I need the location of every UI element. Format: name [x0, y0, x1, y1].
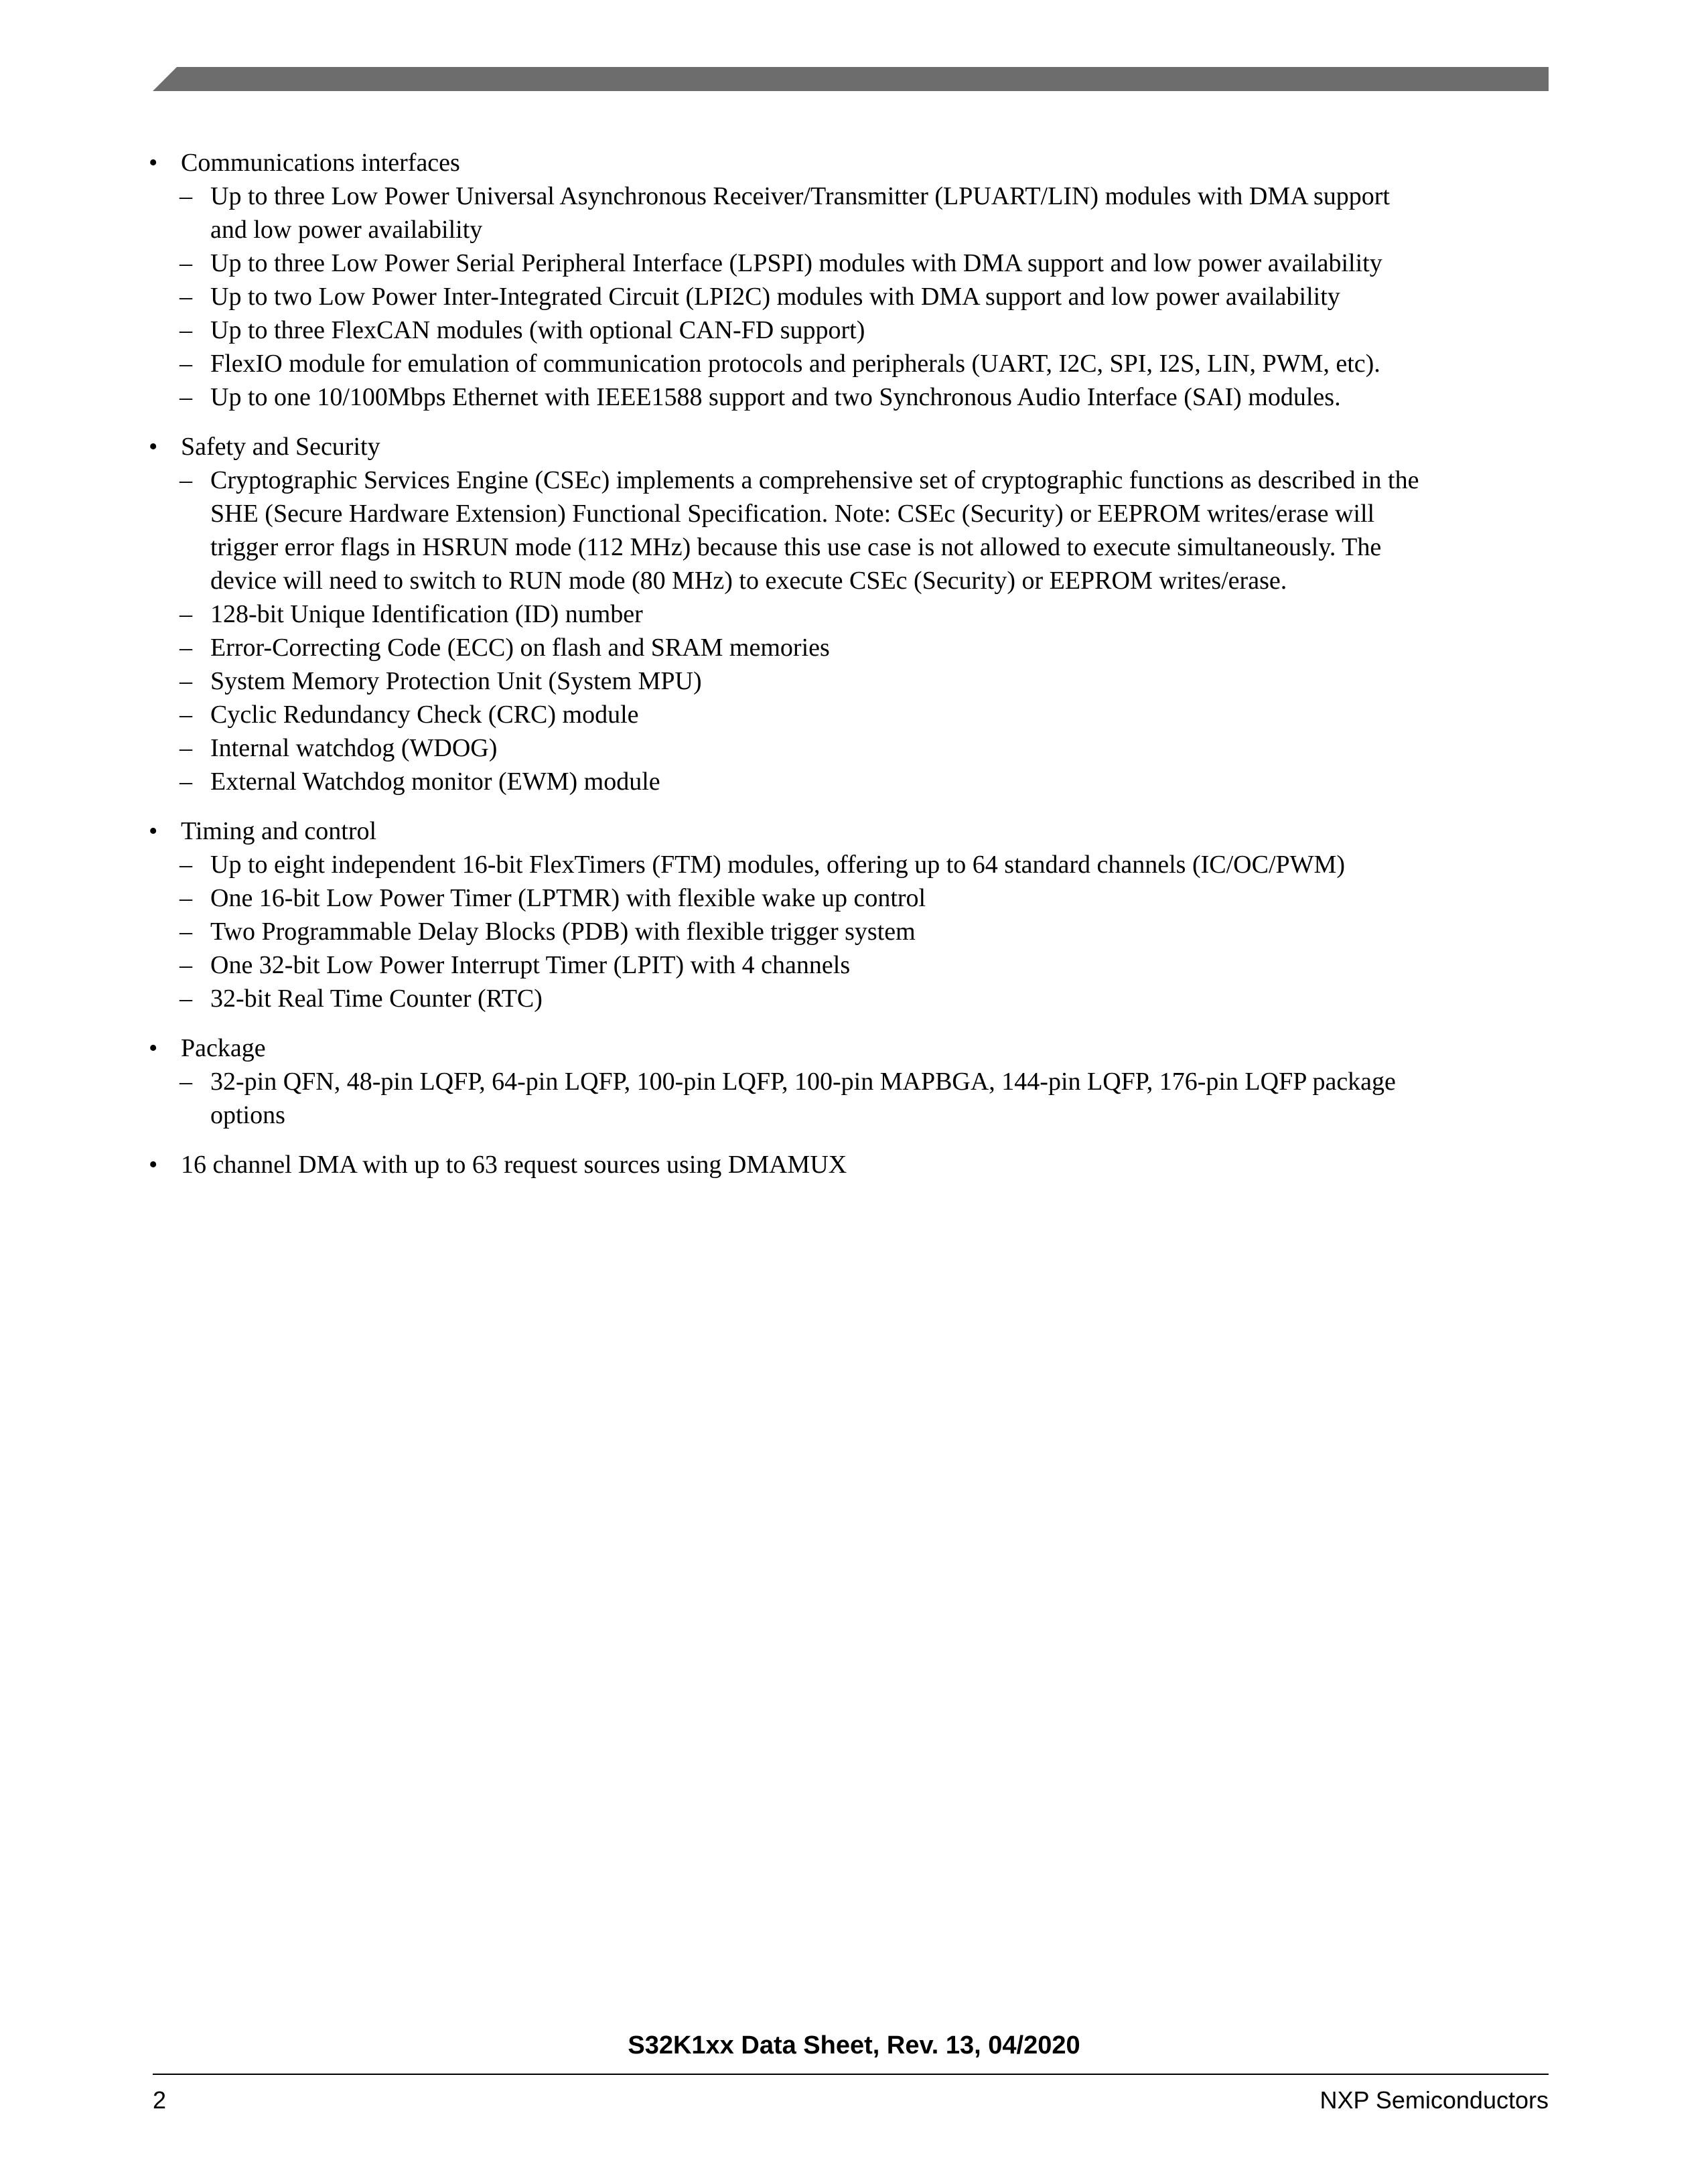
section-heading: [149, 1148, 1569, 1181]
dash-marker: –: [180, 985, 192, 1013]
list-item-continuation: [149, 530, 1569, 564]
company-name: NXP Semiconductors: [1320, 2086, 1549, 2114]
list-item-text: trigger error flags in HSRUN mode (112 MHz) because this use case is not allowed to execute simultaneously. The: [210, 533, 1382, 561]
section-heading: [149, 430, 1569, 463]
dash-marker: –: [180, 600, 192, 628]
list-item: [149, 1065, 1569, 1098]
dash-marker: –: [180, 249, 192, 277]
list-item-text: Cyclic Redundancy Check (CRC) module: [210, 701, 639, 729]
list-item: [149, 698, 1569, 731]
list-item-text: System Memory Protection Unit (System MPU): [210, 667, 702, 695]
list-item-text: 32-pin QFN, 48-pin LQFP, 64-pin LQFP, 100-pin LQFP, 100-pin MAPBGA, 144-pin LQFP, 176-pin LQFP package: [210, 1068, 1396, 1096]
footer-rule: [153, 2074, 1549, 2075]
list-item-text: FlexIO module for emulation of communication protocols and peripherals (UART, I2C, SPI, I2S, LIN, PWM, etc).: [210, 350, 1380, 378]
list-item: [149, 915, 1569, 948]
list-item-text: Up to three Low Power Universal Asynchronous Receiver/Transmitter (LPUART/LIN) modules with DMA support: [210, 182, 1390, 210]
list-item: [149, 597, 1569, 631]
bullet-marker: •: [149, 1151, 158, 1179]
dash-marker: –: [180, 918, 192, 946]
list-item: [149, 380, 1569, 414]
dash-marker: –: [180, 316, 192, 344]
list-item-continuation: [149, 564, 1569, 597]
header-bar: [153, 67, 1549, 91]
list-item-text: options: [210, 1101, 285, 1129]
list-item: [149, 731, 1569, 765]
list-item-text: Up to three FlexCAN modules (with optional CAN-FD support): [210, 316, 865, 344]
dash-marker: –: [180, 383, 192, 411]
document-body: [149, 146, 1569, 1198]
dash-marker: –: [180, 701, 192, 729]
list-item: [149, 280, 1569, 313]
section: [149, 1148, 1569, 1181]
dash-marker: –: [180, 667, 192, 695]
list-item-text: and low power availability: [210, 216, 483, 244]
section-heading-text: Communications interfaces: [181, 149, 460, 177]
list-item-text: SHE (Secure Hardware Extension) Functional Specification. Note: CSEc (Security) or EEPROM writes/erase will: [210, 500, 1375, 528]
dash-marker: –: [180, 182, 192, 210]
list-item: [149, 179, 1569, 213]
section-heading-text: Timing and control: [181, 817, 377, 845]
list-item: [149, 463, 1569, 497]
list-item-text: Up to one 10/100Mbps Ethernet with IEEE1588 support and two Synchronous Audio Interface (SAI) modules.: [210, 383, 1341, 411]
list-item-continuation: [149, 213, 1569, 246]
list-item-text: Internal watchdog (WDOG): [210, 734, 498, 762]
list-item: [149, 664, 1569, 698]
list-item: [149, 313, 1569, 347]
list-item-text: Error-Correcting Code (ECC) on flash and SRAM memories: [210, 634, 830, 662]
section-heading-text: 16 channel DMA with up to 63 request sources using DMAMUX: [181, 1151, 847, 1179]
list-item-text: External Watchdog monitor (EWM) module: [210, 768, 660, 796]
list-item-continuation: [149, 1098, 1569, 1132]
list-item-text: One 16-bit Low Power Timer (LPTMR) with flexible wake up control: [210, 884, 926, 912]
bullet-marker: •: [149, 149, 158, 177]
section-heading: [149, 1031, 1569, 1065]
list-item-text: Up to two Low Power Inter-Integrated Circuit (LPI2C) modules with DMA support and low power availability: [210, 283, 1340, 311]
dash-marker: –: [180, 350, 192, 378]
dash-marker: –: [180, 851, 192, 879]
list-item: [149, 765, 1569, 798]
section-heading: [149, 814, 1569, 848]
list-item-text: Up to three Low Power Serial Peripheral Interface (LPSPI) modules with DMA support and low power availability: [210, 249, 1382, 277]
dash-marker: –: [180, 634, 192, 662]
dash-marker: –: [180, 1068, 192, 1096]
dash-marker: –: [180, 884, 192, 912]
list-item-text: 32-bit Real Time Counter (RTC): [210, 985, 543, 1013]
list-item-continuation: [149, 497, 1569, 530]
dash-marker: –: [180, 283, 192, 311]
list-item: [149, 948, 1569, 982]
section: [149, 430, 1569, 798]
dash-marker: –: [180, 768, 192, 796]
list-item: [149, 246, 1569, 280]
list-item: [149, 881, 1569, 915]
list-item: [149, 347, 1569, 380]
bullet-marker: •: [149, 433, 158, 461]
dash-marker: –: [180, 734, 192, 762]
bullet-marker: •: [149, 817, 158, 845]
section-heading-text: Package: [181, 1034, 266, 1062]
list-item-text: 128-bit Unique Identification (ID) number: [210, 600, 643, 628]
section-heading: [149, 146, 1569, 179]
list-item-text: Two Programmable Delay Blocks (PDB) with flexible trigger system: [210, 918, 916, 946]
list-item-text: Cryptographic Services Engine (CSEc) implements a comprehensive set of cryptographic functions as described in the: [210, 466, 1419, 494]
list-item: [149, 982, 1569, 1015]
section: [149, 1031, 1569, 1132]
list-item-text: One 32-bit Low Power Interrupt Timer (LPIT) with 4 channels: [210, 951, 851, 979]
page-number: 2: [153, 2086, 167, 2114]
dash-marker: –: [180, 951, 192, 979]
list-item: [149, 631, 1569, 664]
footer-title: S32K1xx Data Sheet, Rev. 13, 04/2020: [628, 2031, 1080, 2059]
section-heading-text: Safety and Security: [181, 433, 380, 461]
list-item-text: device will need to switch to RUN mode (80 MHz) to execute CSEc (Security) or EEPROM writes/erase.: [210, 567, 1287, 595]
dash-marker: –: [180, 466, 192, 494]
section: [149, 814, 1569, 1015]
bullet-marker: •: [149, 1034, 158, 1062]
section: [149, 146, 1569, 414]
list-item: [149, 848, 1569, 881]
list-item-text: Up to eight independent 16-bit FlexTimers (FTM) modules, offering up to 64 standard channels (IC/OC/PWM): [210, 851, 1345, 879]
